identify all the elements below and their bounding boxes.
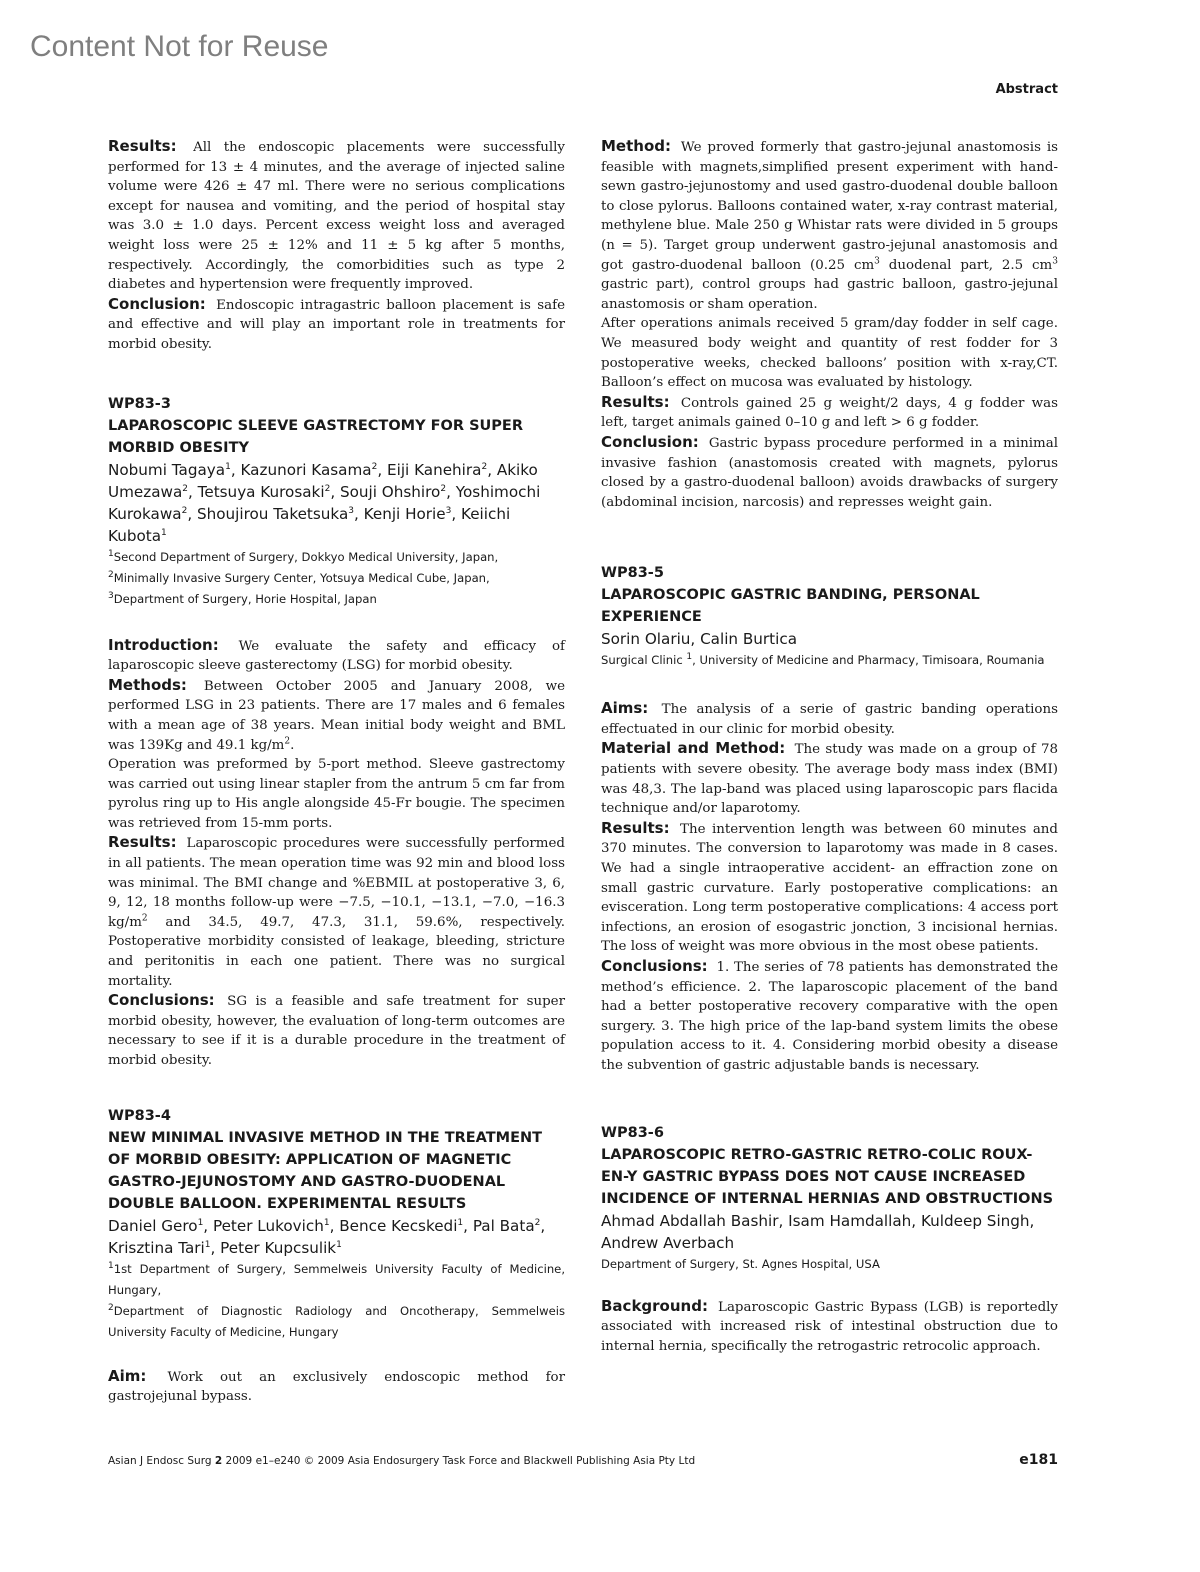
- abstract-title: LAPAROSCOPIC RETRO-GASTRIC RETRO-COLIC ROUX-EN-Y GASTRIC BYPASS DOES NOT CAUSE INCREASED INCIDENCE OF INTERNAL HERNIAS AND OBSTRUCTIONS: [601, 1146, 1054, 1207]
- author-mark: 3: [445, 505, 452, 516]
- abstract-id: WP83-5: [601, 565, 664, 582]
- section-heading: Material and Method:: [601, 739, 786, 758]
- section-heading: Conclusion:: [601, 432, 699, 451]
- affiliation-text: Second Department of Surgery, Dokkyo Medical University, Japan,: [113, 549, 499, 564]
- author: Eiji Kanehira: [387, 460, 482, 479]
- methods-paragraph: [108, 676, 565, 755]
- author-mark: 1: [323, 1217, 330, 1228]
- section-heading: Results:: [108, 137, 177, 155]
- paragraph-text: The study was made on a group of 78 patients with severe obesity. The average body mass index (BMI) was 48,3. The lap-band was placed using laparoscopic pars flacida technique and/or laparotomy.: [601, 742, 1059, 817]
- paragraph-text: The intervention length was between 60 minutes and 370 minutes. The conversion to laparotomy was made in 8 cases. We had a single intraoperative accident- an effraction zone on small gastric curvature. Early postoperative complications: an evisceration. Long term postoperative complications: 4 access port infections, an erosion of esogastric jonction, 3 incisional hernias. The loss of weight was more obvious in the most obese patients.: [601, 821, 1058, 955]
- affiliation: [601, 650, 1058, 671]
- conclusion-paragraph: [108, 295, 565, 355]
- author-mark: 2: [440, 483, 447, 494]
- paragraph-text: All the endoscopic placements were successfully performed for 13 ± 4 minutes, and the average of injected saline volume were 426 ± 47 ml. There were no serious complications except for nausea and vomiting, and the period of hospital stay was 3.0 ± 1.0 days. Percent excess weight loss and averaged weight loss were 25 ± 12% and 11 ± 5 kg after 5 months, respectively. Accordingly, the comorbidities such as type 2 diabetes and hypertension were frequently improved.: [108, 140, 566, 293]
- author-mark: 1: [204, 1239, 211, 1250]
- paragraph-text: Endoscopic intragastric balloon placement is safe and effective and will play an important role in treatments for morbid obesity.: [108, 297, 565, 352]
- author: Tetsuya Kurosaki: [197, 482, 325, 501]
- paragraph-text: .: [290, 737, 295, 753]
- abstract-wp83-4: [108, 1105, 565, 1407]
- author-list: Nobumi Tagaya$^1$, Kazunori Kasama$^2$, Eiji Kanehira$^2$, Akiko Umezawa$^2$, Tetsuya Kurosaki$^2$, Souji Ohshiro$^2$, Yoshimochi Kurokawa$^2$, Shoujirou Taketsuka$^3$, Kenji Horie$^3$, Keiichi Kubota$^1$: [108, 460, 541, 545]
- affiliation: Department of Surgery, St. Agnes Hospital, USA: [601, 1256, 880, 1271]
- affiliation-text: Department of Diagnostic Radiology and Oncotherapy, Semmelweis University Faculty of Medicine, Hungary: [108, 1303, 565, 1339]
- paragraph-text: The analysis of a serie of gastric banding operations effectuated in our clinic for morbid obesity.: [601, 702, 1058, 737]
- affiliation: [108, 1301, 565, 1343]
- author: Keiichi Kubota: [108, 504, 511, 545]
- paragraph-text: SG is a feasible and safe treatment for super morbid obesity, however, the evaluation of long-term outcomes are necessary to see if it is a durable procedure in the treatment of morbid obesity.: [108, 994, 565, 1068]
- affiliation-mark: 2: [108, 569, 114, 580]
- author: Nobumi Tagaya: [108, 460, 226, 479]
- left-column: [108, 137, 565, 1407]
- conclusion-paragraph: [601, 433, 1058, 512]
- paragraph-text: Controls gained 25 g weight/2 days, 4 g fodder was left, target animals gained 0–10 g and left > 6 g fodder.: [601, 395, 1058, 431]
- author: Yoshimochi Kurokawa: [108, 482, 541, 523]
- affiliation-text: Surgical Clinic: [601, 653, 687, 668]
- operation-paragraph: Operation was preformed by 5-port method. Sleeve gastrectomy was carried out using linear stapler from the antrum 5 cm far from pyrolus ring up to His angle alongside 45-Fr bougie. The specimen was retrieved from 15-mm ports.: [108, 757, 565, 831]
- author-list: Ahmad Abdallah Bashir, Isam Hamdallah, Kuldeep Singh, Andrew Averbach: [601, 1211, 1035, 1252]
- section-heading: Background:: [601, 1296, 708, 1315]
- author-mark: 2: [371, 461, 378, 472]
- author-mark: 2: [324, 483, 331, 494]
- superscript: 2: [141, 913, 148, 924]
- section-heading: Results:: [601, 818, 670, 837]
- abstract-title: LAPAROSCOPIC GASTRIC BANDING, PERSONAL EXPERIENCE: [601, 587, 980, 626]
- section-heading: Introduction:: [108, 635, 219, 654]
- conclusions-paragraph: [601, 957, 1058, 1076]
- affiliation-mark: 1: [686, 652, 693, 663]
- paragraph-text: and 34.5, 49.7, 47.3, 31.1, 59.6%, respectively. Postoperative morbidity consisted of leakage, bleeding, stricture and peritonitis in each one patient. There was no surgical mortality.: [108, 914, 565, 989]
- paragraph-text: gastric part), control groups had gastric balloon, gastro-jejunal anastomosis or sham operation.: [601, 277, 1058, 312]
- results-paragraph: [601, 393, 1058, 433]
- abstract-id: WP83-4: [108, 1107, 171, 1124]
- author-mark: 2: [182, 483, 188, 494]
- author-mark: 2: [181, 505, 188, 516]
- author: Kazunori Kasama: [240, 460, 372, 479]
- abstract-wp83-3: [108, 393, 565, 1071]
- author: Peter Lukovich: [212, 1216, 324, 1235]
- page-number: e181: [1019, 1452, 1058, 1468]
- author-mark: 2: [534, 1217, 541, 1228]
- material-method-paragraph: [601, 739, 1058, 818]
- citation-text: Asian J Endosc Surg: [108, 1455, 215, 1467]
- conclusions-paragraph: [108, 991, 565, 1070]
- affiliation-mark: 3: [108, 590, 114, 601]
- author: Pal Bata: [472, 1216, 535, 1235]
- paragraph-text: Gastric bypass procedure performed in a minimal invasive fashion (anastomosis created with magnets, pylorus closed by a gastro-duodenal balloon) avoids drawbacks of surgery (abdominal incision, narcosis) and represses weight gain.: [601, 435, 1058, 510]
- author: Peter Kupcsulik: [220, 1238, 337, 1257]
- section-heading: Aim:: [108, 1366, 147, 1385]
- author-mark: 1: [161, 527, 167, 538]
- affiliation-text: Department of Surgery, Horie Hospital, Japan: [113, 591, 377, 606]
- paragraph-text: duodenal part, 2.5 cm: [879, 257, 1053, 273]
- author-list: Daniel Gero$^1$, Peter Lukovich$^1$, Bence Kecskedi$^1$, Pal Bata$^2$, Krisztina Tari$^1$, Peter Kupcsulik$^1$: [108, 1216, 546, 1257]
- author-mark: 1: [457, 1217, 464, 1228]
- affiliation-mark: 2: [108, 1302, 114, 1313]
- affiliation-mark: 1: [108, 548, 114, 559]
- abstract-id: WP83-6: [601, 1124, 664, 1141]
- abstract-title: NEW MINIMAL INVASIVE METHOD IN THE TREATMENT OF MORBID OBESITY: APPLICATION OF MAGNETIC GASTRO-JEJUNOSTOMY AND GASTRO-DUODENAL DOUBLE BALLOON. EXPERIMENTAL RESULTS: [108, 1129, 543, 1212]
- section-heading: Conclusions:: [108, 991, 215, 1010]
- right-column: [601, 137, 1058, 1356]
- author-mark: 2: [481, 461, 488, 472]
- after-operations-paragraph: After operations animals received 5 gram/day fodder in self cage. We measured body weight and quantity of rest fodder for 3 postoperative weeks, checked balloons’ position with x-ray,CT. Balloon’s effect on mucosa was evaluated by histology.: [601, 316, 1058, 391]
- superscript: 3: [874, 256, 880, 267]
- section-label: Abstract: [995, 82, 1058, 97]
- section-heading: Aims:: [601, 699, 649, 718]
- aim-paragraph: [108, 1367, 565, 1407]
- results-paragraph: [601, 819, 1058, 957]
- abstract-title: LAPAROSCOPIC SLEEVE GASTRECTOMY FOR SUPER MORBID OBESITY: [108, 417, 523, 456]
- paragraph-text: 1. The series of 78 patients has demonstrated the method’s efficience. 2. The laparoscopic placement of the band had a better postoperative recovery comparative with the open surgery. 3. The high price of the lap-band system limits the obese population access to it. 4. Considering morbid obesity a disease the subvention of gastric adjustable bands is necessary.: [601, 960, 1058, 1073]
- abstract-wp83-5: [601, 562, 1058, 1075]
- author: Krisztina Tari: [108, 1238, 205, 1257]
- author: Akiko Umezawa: [108, 460, 538, 501]
- abstract-id: WP83-3: [108, 395, 171, 412]
- paragraph-text: Between October 2005 and January 2008, we performed LSG in 23 patients. There are 17 males and 6 females with a mean age of 38 years. Mean initial body weight and BML was 139Kg and 49.1 kg/m: [108, 678, 565, 753]
- section-heading: Conclusion:: [108, 294, 206, 313]
- paragraph-text: Laparoscopic procedures were successfully performed in all patients. The mean operation time was 92 min and blood loss was minimal. The BMI change and %EBMIL at postoperative 3, 6, 9, 12, 18 months follow-up were −7.5, −10.1, −13.1, −7.0, −16.3 kg/m: [108, 836, 566, 930]
- author: Bence Kecskedi: [339, 1216, 458, 1235]
- citation-text: 2009 e1–e240 © 2009 Asia Endosurgery Task Force and Blackwell Publishing Asia Pty Ltd: [222, 1455, 696, 1467]
- affiliation: [108, 1259, 565, 1301]
- results-paragraph: [108, 833, 565, 991]
- author-mark: 3: [348, 505, 354, 516]
- journal-citation: [108, 1455, 695, 1467]
- author-mark: 1: [336, 1239, 342, 1250]
- author: Daniel Gero: [108, 1216, 198, 1235]
- paragraph-text: Work out an exclusively endoscopic method for gastrojejunal bypass.: [108, 1369, 565, 1405]
- author-mark: 1: [225, 461, 231, 472]
- superscript: 3: [1052, 256, 1058, 267]
- author-list: Sorin Olariu, Calin Burtica: [601, 630, 797, 649]
- author: Souji Ohshiro: [339, 482, 441, 501]
- introduction-paragraph: [108, 636, 565, 676]
- section-heading: Results:: [601, 392, 670, 411]
- results-paragraph: [108, 137, 565, 295]
- paragraph-text: We proved formerly that gastro-jejunal anastomosis is feasible with magnets,simplified present experiment with hand-sewn gastro-jejunostomy and used gastro-duodenal double balloon to close pylorus. Balloons contained water, x-ray contrast material, methylene blue. Male 250 g Whistar rats were divided in 5 groups (n = 5). Target group underwent gastro-jejunal anastomosis and got gastro-duodenal balloon (0.25 cm: [601, 140, 1058, 273]
- aims-paragraph: [601, 699, 1058, 739]
- method-paragraph: [601, 137, 1058, 314]
- author-mark: 1: [197, 1217, 204, 1228]
- affiliation-text: 1st Department of Surgery, Semmelweis University Faculty of Medicine, Hungary,: [108, 1261, 565, 1297]
- author: Shoujirou Taketsuka: [196, 504, 349, 523]
- section-heading: Conclusions:: [601, 957, 708, 975]
- background-paragraph: [601, 1297, 1058, 1357]
- paragraph-text: We evaluate the safety and efficacy of laparoscopic sleeve gasterectomy (LSG) for morbid obesity.: [108, 638, 565, 674]
- abstract-wp83-6: [601, 1122, 1058, 1357]
- section-heading: Method:: [601, 137, 671, 155]
- affiliation: [108, 547, 565, 568]
- affiliation: [108, 568, 565, 589]
- affiliation: [108, 589, 565, 610]
- paragraph-text: Laparoscopic Gastric Bypass (LGB) is reportedly associated with increased risk of intestinal obstruction due to internal hernia, specifically the retrogastric retrocolic approach.: [601, 1299, 1058, 1354]
- citation-volume: 2: [214, 1455, 223, 1467]
- affiliation-text: , University of Medicine and Pharmacy, Timisoara, Roumania: [692, 653, 1045, 668]
- affiliation-mark: 1: [108, 1260, 114, 1271]
- author: Kenji Horie: [363, 504, 446, 523]
- section-heading: Methods:: [108, 675, 187, 694]
- watermark: Content Not for Reuse: [30, 30, 329, 63]
- affiliation-text: Minimally Invasive Surgery Center, Yotsuya Medical Cube, Japan,: [113, 570, 490, 585]
- section-heading: Results:: [108, 833, 177, 852]
- superscript: 2: [284, 736, 291, 747]
